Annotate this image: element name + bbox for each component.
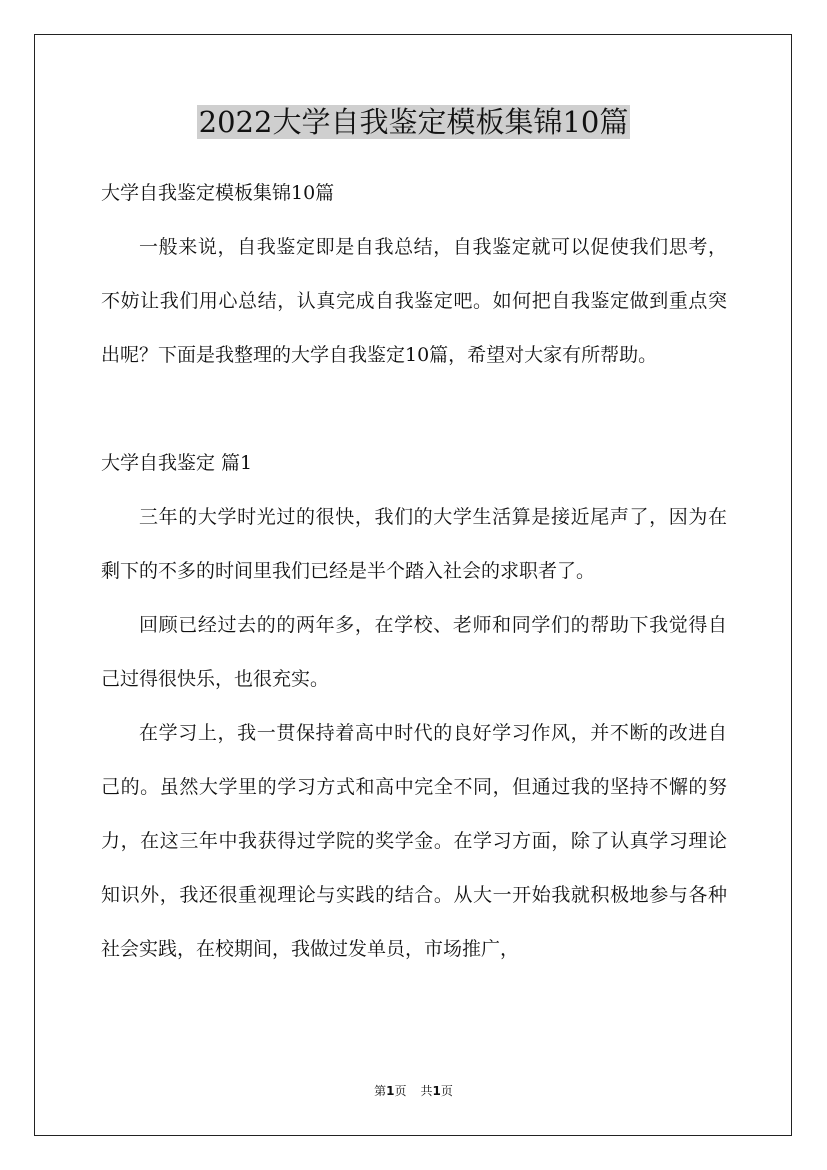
document-body [101,166,727,976]
page-number-suffix: 页 [394,1084,407,1098]
page-number-current: 1 [386,1084,395,1098]
document-title-text: 2022大学自我鉴定模板集锦10篇 [198,105,629,139]
body-paragraph-2: 回顾已经过去的的两年多，在学校、老师和同学们的帮助下我觉得自己过得很快乐，也很充实。 [101,614,727,690]
section-heading: 大学自我鉴定 篇1 [101,452,253,474]
intro-paragraph: 一般来说，自我鉴定即是自我总结，自我鉴定就可以促使我们思考，不妨让我们用心总结，认真完成自我鉴定吧。如何把自我鉴定做到重点突出呢？下面是我整理的大学自我鉴定10篇，希望对大家有所帮助。 [101,236,727,366]
page-total-suffix: 页 [440,1084,453,1098]
body-paragraph-3: 在学习上，我一贯保持着高中时代的良好学习作风，并不断的改进自己的。虽然大学里的学习方式和高中完全不同，但通过我的坚持不懈的努力，在这三年中我获得过学院的奖学金。在学习方面，除了认真学习理论知识外，我还很重视理论与实践的结合。从大一开始我就积极地参与各种社会实践，在校期间，我做过发单员，市场推广， [101,722,727,960]
page-footer [0,1082,827,1100]
page-total-prefix: 共 [420,1084,433,1098]
document-title [0,100,827,144]
body-paragraph-1: 三年的大学时光过的很快，我们的大学生活算是接近尾声了，因为在剩下的不多的时间里我们已经是半个踏入社会的求职者了。 [101,506,727,582]
document-subtitle: 大学自我鉴定模板集锦10篇 [101,182,335,204]
page-total-count: 1 [432,1084,441,1098]
page-number-prefix: 第 [374,1084,387,1098]
